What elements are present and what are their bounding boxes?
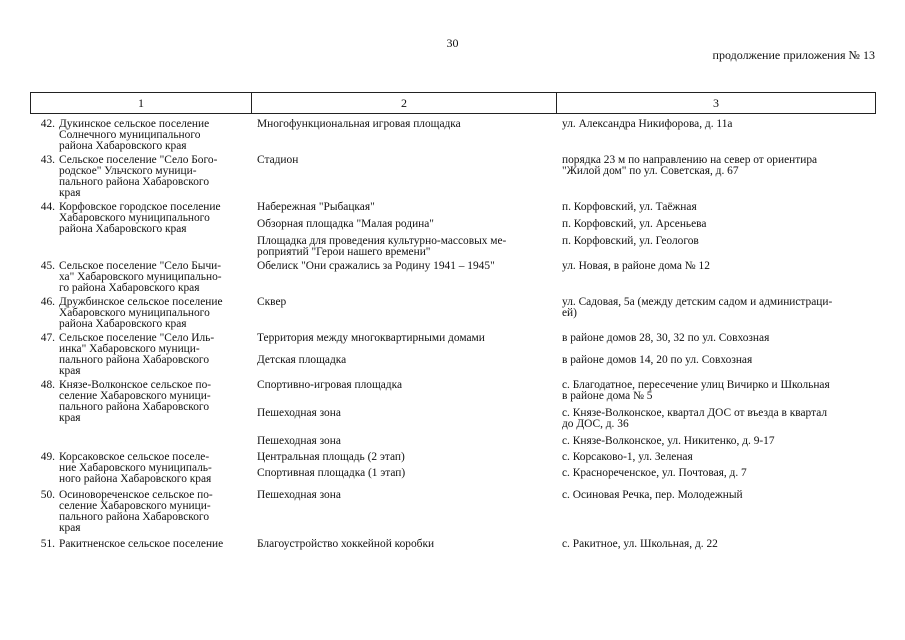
object-address: п. Корфовский, ул. Таёжная [562,201,697,213]
object-entry [251,436,876,447]
settlement-name: Корфовское городское поселение Хабаровского муниципального района Хабаровского края [59,201,221,235]
objects-list [251,490,876,534]
settlement-name: Сельское поселение "Село Иль- инка" Хабаровского муници- пального района Хабаровского края [59,332,215,377]
objects-list [251,119,876,152]
table-row [30,202,876,258]
table-row [30,155,876,199]
object-name: Детская площадка [257,354,347,366]
object-entry [251,155,876,177]
object-address: с. Князе-Волконское, ул. Никитенко, д. 9-17 [562,435,775,447]
settlement-cell [30,333,251,377]
object-entry [251,297,876,319]
header-col-2: 2 [252,93,557,113]
settlement-name: Осиновореченское сельское по- селение Хабаровского муници- пального района Хабаровского края [59,489,213,534]
object-name: Обелиск "Они сражались за Родину 1941 – 1945" [257,260,495,272]
object-entry [251,490,876,501]
object-address: в районе домов 14, 20 по ул. Совхозная [562,354,753,366]
object-address: с. Ракитное, ул. Школьная, д. 22 [562,538,718,550]
row-number: 48. [40,379,55,391]
row-number: 43. [40,154,55,166]
object-address: с. Благодатное, пересечение улиц Вичирко и Школьная в районе дома № 5 [562,379,830,402]
settlement-name: Ракитненское сельское поселение [59,538,224,550]
table-row [30,261,876,294]
settlement-cell [30,202,251,258]
objects-list [251,333,876,377]
objects-list [251,452,876,485]
row-number: 44. [40,201,55,213]
objects-list [251,539,876,550]
object-address: п. Корфовский, ул. Геологов [562,235,699,247]
object-name: Благоустройство хоккейной коробки [257,538,435,550]
settlement-cell [30,380,251,447]
object-entry [251,539,876,550]
object-address: п. Корфовский, ул. Арсеньева [562,218,707,230]
object-name: Набережная "Рыбацкая" [257,201,375,213]
settlement-name: Сельское поселение "Село Бого- родское" Ульчского муници- пального района Хабаровского края [59,154,218,199]
object-name: Сквер [257,296,287,308]
object-entry [251,468,876,479]
row-number: 46. [40,296,55,308]
table-row [30,297,876,330]
object-address: с. Осиновая Речка, пер. Молодежный [562,489,743,501]
objects-list [251,380,876,447]
object-address: порядка 23 м по направлению на север от ориентира "Жилой дом" по ул. Советская, д. 67 [562,154,818,177]
object-name: Пешеходная зона [257,489,341,501]
table-row [30,452,876,485]
table-row [30,539,876,550]
object-name: Площадка для проведения культурно-массовых ме- роприятий "Герои нашего времени" [257,235,507,258]
objects-list [251,261,876,294]
object-address: с. Князе-Волконское, квартал ДОС от въезда в квартал до ДОС, д. 36 [562,407,828,430]
object-address: с. Корсаково-1, ул. Зеленая [562,451,693,463]
row-number: 49. [40,451,55,463]
object-name: Пешеходная зона [257,435,341,447]
table-header [30,92,876,114]
object-entry [251,355,876,366]
object-entry [251,236,876,258]
row-number: 50. [40,489,55,501]
page-number: 30 [446,36,459,50]
object-address: ул. Садовая, 5а (между детским садом и администраци- ей) [562,296,833,319]
object-entry [251,380,876,402]
object-name: Спортивно-игровая площадка [257,379,403,391]
object-entry [251,219,876,230]
object-entry [251,333,876,344]
appendix-continuation-label: продолжение приложения № 13 [712,48,875,62]
object-entry [251,119,876,130]
row-number: 45. [40,260,55,272]
table-body [30,119,876,550]
object-name: Пешеходная зона [257,407,341,419]
settlement-cell [30,119,251,152]
settlement-name: Сельское поселение "Село Бычи- ха" Хабаровского муниципально- го района Хабаровского края [59,260,222,294]
object-name: Спортивная площадка (1 этап) [257,467,406,479]
header-col-1: 1 [31,93,252,113]
header-col-3: 3 [713,96,719,110]
settlement-cell [30,261,251,294]
row-number: 51. [40,538,55,550]
object-name: Территория между многоквартирными домами [257,332,485,344]
settlement-cell [30,297,251,330]
table-row [30,380,876,447]
table-row [30,333,876,377]
object-address: ул. Александра Никифорова, д. 11а [562,118,733,130]
row-number: 47. [40,332,55,344]
object-address: в районе домов 28, 30, 32 по ул. Совхозная [562,332,770,344]
settlement-cell [30,539,251,550]
object-name: Центральная площадь (2 этап) [257,451,405,463]
row-number: 42. [40,118,55,130]
object-entry [251,452,876,463]
objects-list [251,297,876,330]
settlement-name: Корсаковское сельское поселе- ние Хабаровского муниципаль- ного района Хабаровского края [59,451,212,485]
settlement-cell [30,452,251,485]
table-row [30,119,876,152]
settlement-cell [30,155,251,199]
object-name: Многофункциональная игровая площадка [257,118,461,130]
object-name: Стадион [257,154,299,166]
settlement-name: Дукинское сельское поселение Солнечного муниципального района Хабаровского края [59,118,210,152]
object-address: ул. Новая, в районе дома № 12 [562,260,710,272]
object-address: с. Краснореченское, ул. Почтовая, д. 7 [562,467,747,479]
settlement-name: Князе-Волконское сельское по- селение Хабаровского муници- пального района Хабаровского края [59,379,212,424]
object-entry [251,202,876,213]
object-entry [251,408,876,430]
settlement-cell [30,490,251,534]
table-row [30,490,876,534]
objects-list [251,202,876,258]
object-name: Обзорная площадка "Малая родина" [257,218,434,230]
settlement-name: Дружбинское сельское поселение Хабаровского муниципального района Хабаровского края [59,296,223,330]
object-entry [251,261,876,272]
objects-list [251,155,876,199]
